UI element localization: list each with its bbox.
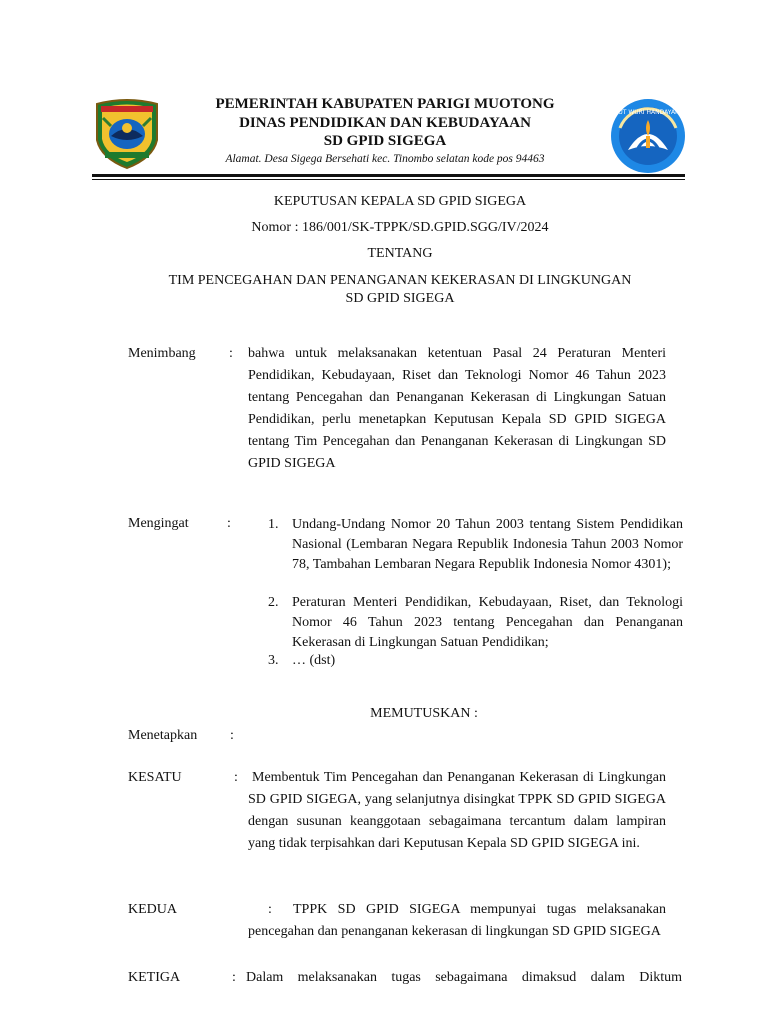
list-text: … (dst) (292, 653, 336, 668)
department-name: DINAS PENDIDIKAN DAN KEBUDAYAAN (239, 114, 531, 131)
list-number: 2. (268, 595, 279, 610)
decree-subject-line1: TIM PENCEGAHAN DAN PENANGANAN KEKERASAN DI LINGKUNGAN (168, 273, 632, 288)
kesatu-colon: : (234, 770, 238, 785)
letterhead-rule-thick (92, 174, 685, 177)
decree-tentang: TENTANG (367, 246, 433, 261)
list-text: Peraturan Menteri Pendidikan, Kebudayaan, Riset, dan Teknologi Nomor 46 Tahun 2023 tentang Pencegahan dan Penanganan Kekerasan di Lingkungan Satuan Pendidikan; (292, 595, 683, 650)
kesatu-label: KESATU (128, 770, 182, 785)
memutuskan-heading: MEMUTUSKAN : (370, 706, 478, 721)
kedua-colon: : (268, 902, 272, 917)
mengingat-item-1 (268, 515, 683, 575)
mengingat-item-3 (268, 651, 683, 671)
decree-number: Nomor : 186/001/SK-TPPK/SD.GPID.SGG/IV/2024 (251, 220, 549, 235)
tut-wuri-handayani-logo (610, 98, 686, 174)
menimbang-text: bahwa untuk melaksanakan ketentuan Pasal 24 Peraturan Menteri Pendidikan, Kebudayaan, Riset dan Teknologi Nomor 46 Tahun 2023 tentang Pencegahan dan Penanganan Kekerasan di Lingkungan Satuan Pendidikan, perlu menetapkan Keputusan Kepala SD GPID SIGEGA tentang Tim Pencegahan dan Penanganan Kekerasan di Lingkungan SD GPID SIGEGA (248, 346, 666, 471)
letterhead-text (175, 95, 595, 167)
letterhead-rule-thin (92, 179, 685, 180)
menimbang-colon: : (229, 346, 233, 361)
kedua-label: KEDUA (128, 902, 177, 917)
kesatu-text: Membentuk Tim Pencegahan dan Penanganan Kekerasan di Lingkungan SD GPID SIGEGA, yang selanjutnya disingkat TPPK SD GPID SIGEGA dengan susunan keanggotaan sebagaimana tercantum dalam lampiran yang tidak terpisahkan dari Keputusan Kepala SD GPID SIGEGA ini. (248, 770, 666, 851)
decree-subject-line2: SD GPID SIGEGA (345, 291, 455, 306)
government-name: PEMERINTAH KABUPATEN PARIGI MUOTONG (215, 96, 555, 112)
ketiga-label: KETIGA (128, 970, 181, 985)
decree-title: KEPUTUSAN KEPALA SD GPID SIGEGA (273, 194, 527, 209)
menetapkan-label: Menetapkan (128, 728, 198, 743)
list-text: Undang-Undang Nomor 20 Tahun 2003 tentang Sistem Pendidikan Nasional (Lembaran Negara Republik Indonesia Tahun 2003 Nomor 78, Tambahan Lembaran Negara Republik Indonesia Nomor 4301); (292, 517, 683, 572)
ketiga-text: Dalam melaksanakan tugas sebagaimana dimaksud dalam Diktum (246, 970, 682, 985)
mengingat-label: Mengingat (128, 516, 189, 531)
menetapkan-colon: : (230, 728, 234, 743)
school-address: Alamat. Desa Sigega Bersehati kec. Tinombo selatan kode pos 94463 (225, 152, 545, 165)
menimbang-label: Menimbang (128, 346, 196, 361)
school-name: SD GPID SIGEGA (323, 133, 447, 149)
list-number: 1. (268, 517, 279, 532)
ketiga-colon: : (232, 970, 236, 985)
kedua-text: TPPK SD GPID SIGEGA mempunyai tugas melaksanakan pencegahan dan penanganan kekerasan di lingkungan SD GPID SIGEGA (248, 902, 666, 939)
logo-motto: TUT WURI HANDAYANI (614, 109, 682, 116)
mengingat-item-2 (268, 593, 683, 653)
list-number: 3. (268, 653, 279, 668)
mengingat-colon: : (227, 516, 231, 531)
regency-emblem-logo (93, 96, 161, 170)
